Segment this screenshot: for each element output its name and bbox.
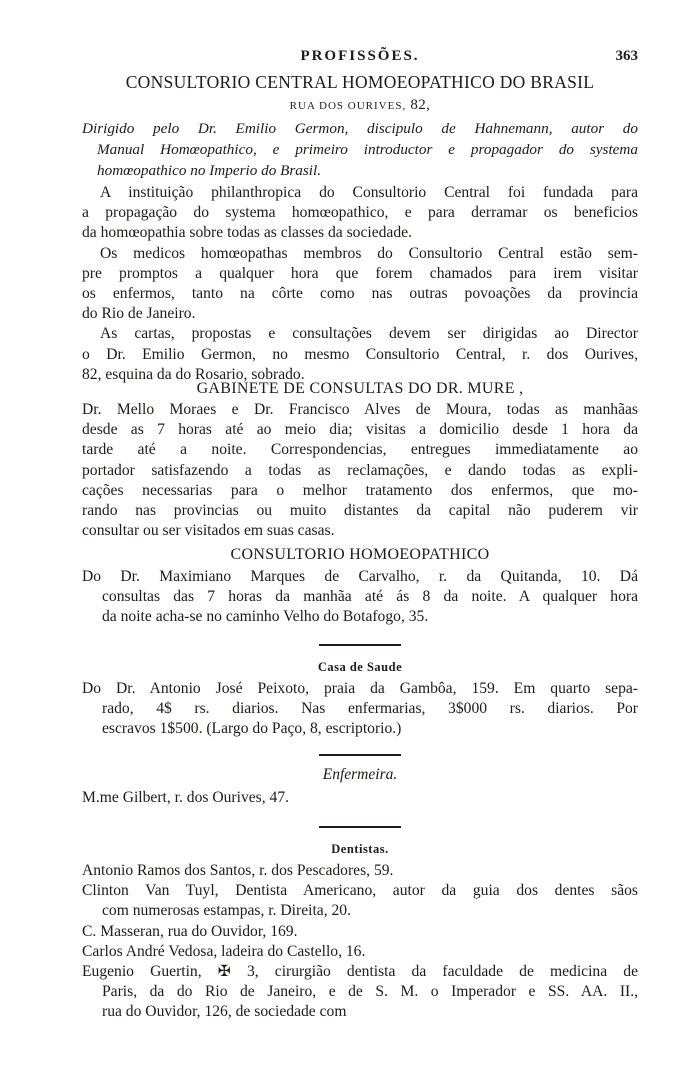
running-header — [82, 48, 638, 72]
paragraph — [82, 324, 638, 385]
dentist-list — [82, 861, 638, 1023]
text-line: escravos 1$500. (Largo do Paço, 8, escriptorio.) — [102, 720, 402, 738]
list-item: C. Masseran, rua do Ouvidor, 169. — [82, 922, 298, 940]
text-line: da noite acha-se no caminho Velho do Botafogo, 35. — [102, 608, 429, 626]
text-line: do Rio de Janeiro. — [82, 305, 196, 323]
divider — [82, 826, 638, 828]
text-line: M.me Gilbert, r. dos Ourives, 47. — [82, 789, 290, 806]
section-gabinete-mure — [82, 380, 638, 541]
list-item: Eugenio Guertin, ✠ 3, cirurgião dentista da faculdade de medicina de — [82, 963, 638, 981]
divider — [82, 644, 638, 646]
text-line: o Dr. Emilio Germon, no mesmo Consultorio Central, r. dos Ourives, — [82, 345, 638, 363]
intro-line: homœopathico no Imperio do Brasil. — [97, 162, 322, 179]
rule-line — [319, 826, 401, 828]
list-item-continuation: com numerosas estampas, r. Direita, 20. — [102, 902, 352, 920]
text-line: desde as 7 horas até ao meio dia; visitas a domicilio desde 1 hora da — [82, 421, 638, 439]
text-line: os enfermos, tanto na côrte como nas outras povoações da provincia — [82, 285, 638, 303]
address-line — [82, 97, 638, 114]
running-title: PROFISSÕES. — [300, 48, 420, 64]
section-casa-de-saude — [82, 660, 638, 740]
text-line: consultas das 7 horas da manhãa até ás 8 da noite. A qualquer hora — [102, 588, 638, 606]
text-line: pre promptos a qualquer hora que forem chamados para irem visitar — [82, 264, 638, 282]
paragraph — [82, 400, 638, 541]
divider — [82, 754, 638, 756]
paragraph — [82, 183, 638, 244]
text-line: Do Dr. Antonio José Peixoto, praia da Gambôa, 159. Em quarto sepa- — [82, 680, 638, 697]
paragraph — [82, 788, 638, 808]
section-consultorio-central — [82, 72, 638, 385]
intro-line: Manual Homœopathico, e primeiro introductor e propagador do systema — [97, 141, 638, 158]
text-line: consultar ou ser visitados em suas casas. — [82, 522, 335, 540]
intro-line: Dirigido pelo Dr. Emilio Germon, discipulo de Hahnemann, autor do — [82, 120, 638, 137]
text-line: a propagação do systema homœopathico, e para derramar os beneficios — [82, 204, 638, 222]
section-dentistas — [82, 842, 638, 1023]
section-title: Dentistas. — [331, 842, 389, 856]
text-line: da homœopathia sobre todas as classes da sociedade. — [82, 224, 412, 242]
text-line: Os medicos homœopathas membros do Consultorio Central estão sem- — [100, 244, 638, 262]
text-line: portador satisfazendo a todas as reclamações, e dando todas as expli- — [82, 461, 638, 479]
section-title: CONSULTORIO CENTRAL HOMOEOPATHICO DO BRASIL — [125, 72, 595, 92]
text-line: tarde até a noite. Correspondencias, entregues immediatamente ao — [82, 441, 638, 459]
text-line: Do Dr. Maximiano Marques de Carvalho, r. da Quitanda, 10. Dá — [82, 568, 638, 585]
text-line: A instituição philanthropica do Consultorio Central foi fundada para — [100, 184, 638, 201]
section-title: CONSULTORIO HOMOEOPATHICO — [230, 546, 490, 563]
address-street: RUA DOS OURIVES, — [289, 100, 407, 112]
rule-line — [319, 644, 401, 646]
text-line: rado, 4$ rs. diarios. Nas enfermarias, 3$000 rs. diarios. Por — [102, 700, 638, 718]
text-line: 82, esquina da do Rosario, sobrado. — [82, 365, 305, 383]
text-line: Dr. Mello Moraes e Dr. Francisco Alves de Moura, todas as manhãas — [82, 401, 638, 418]
list-item-continuation: rua do Ouvidor, 126, de sociedade com — [102, 1003, 347, 1021]
list-item: Carlos André Vedosa, ladeira do Castello, 16. — [82, 942, 366, 960]
list-item: Clinton Van Tuyl, Dentista Americano, autor da guia dos dentes sãos — [82, 882, 638, 900]
paragraph — [82, 679, 638, 740]
section-consultorio-homoeopathico — [82, 546, 638, 628]
text-line: rando nas provincias ou muito distantes da capital não puderem vir — [82, 502, 638, 520]
list-item: Antonio Ramos dos Santos, r. dos Pescadores, 59. — [82, 862, 394, 879]
rule-line — [319, 754, 401, 756]
intro-paragraph — [82, 118, 638, 181]
section-title: Enfermeira. — [322, 766, 398, 783]
address-number: 82, — [410, 97, 431, 113]
paragraph — [82, 567, 638, 628]
page-number: 363 — [615, 48, 638, 64]
list-item-continuation: Paris, da do Rio de Janeiro, e de S. M. o Imperador e SS. AA. II., — [102, 983, 638, 1001]
paragraph — [82, 244, 638, 325]
section-title: GABINETE DE CONSULTAS DO DR. MURE , — [196, 380, 524, 397]
section-enfermeira — [82, 766, 638, 808]
text-line: cações necessarias para o melhor tratamento dos enfermos, que mo- — [82, 481, 638, 499]
text-line: As cartas, propostas e consultações devem ser dirigidas ao Director — [100, 325, 638, 343]
section-title: Casa de Saude — [317, 660, 403, 674]
